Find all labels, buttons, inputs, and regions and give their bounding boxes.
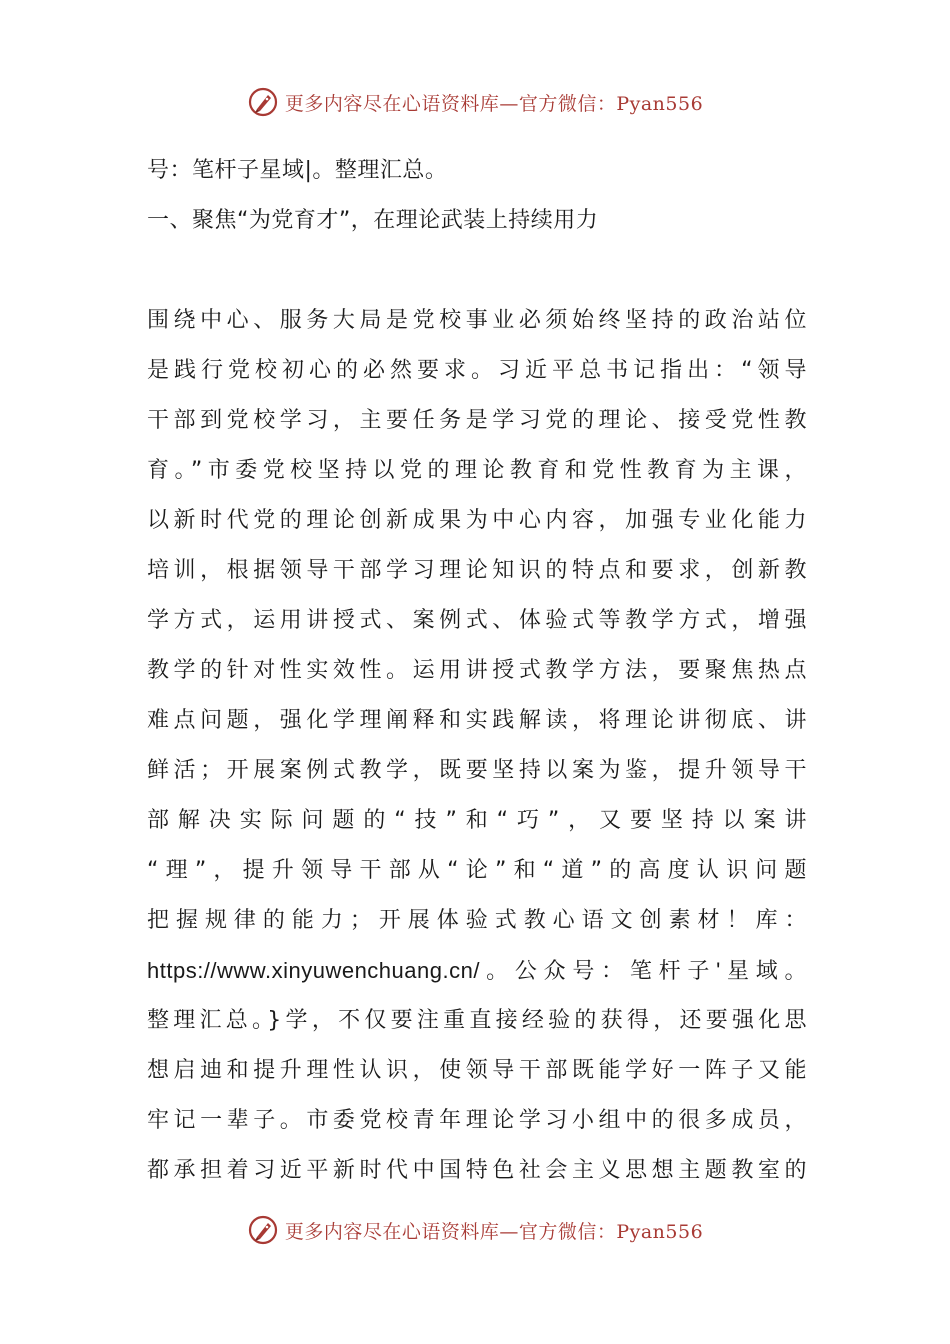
- pen-nib-logo-icon: [247, 1214, 279, 1246]
- paragraph-line: 是践行党校初心的必然要求。习近平总书记指出：“领导: [147, 358, 807, 383]
- paragraph-line: 学方式，运用讲授式、案例式、体验式等教学方式，增强: [147, 608, 807, 633]
- paragraph-line: 培训，根据领导干部学习理论知识的特点和要求，创新教: [147, 558, 807, 583]
- paragraph-line: “理”，提升领导干部从“论”和“道”的高度认识问题: [147, 858, 807, 883]
- paragraph-line: 育。”市委党校坚持以党的理论教育和党性教育为主课，: [147, 458, 807, 483]
- header-banner-text: 更多内容尽在心语资料库—官方微信：Pyan556: [284, 92, 704, 115]
- paragraph-line: 难点问题，强化学理阐释和实践解读，将理论讲彻底、讲: [147, 708, 807, 733]
- paragraph-line: 教学的针对性实效性。运用讲授式教学方法，要聚焦热点: [147, 658, 807, 683]
- section-heading: 一、聚焦“为党育才”，在理论武装上持续用力: [147, 208, 599, 233]
- paragraph-line: 整理汇总。}学，不仅要注重直接经验的获得，还要强化思: [147, 1008, 807, 1033]
- paragraph-line: 牢记一辈子。市委党校青年理论学习小组中的很多成员，: [147, 1108, 807, 1133]
- paragraph-line: 把握规律的能力；开展体验式教心语文创素材！库：: [147, 908, 807, 933]
- paragraph-line: 想启迪和提升理性认识，使领导干部既能学好一阵子又能: [147, 1058, 807, 1083]
- paragraph-line: 部解决实际问题的“技”和“巧”，又要坚持以案讲: [147, 808, 807, 833]
- paragraph-line: 鲜活；开展案例式教学，既要坚持以案为鉴，提升领导干: [147, 758, 807, 783]
- footer-banner-text: 更多内容尽在心语资料库—官方微信：Pyan556: [284, 1220, 704, 1243]
- paragraph-line: 以新时代党的理论创新成果为中心内容，加强专业化能力: [147, 508, 807, 533]
- paragraph-line: 围绕中心、服务大局是党校事业必须始终坚持的政治站位: [147, 308, 807, 333]
- paragraph-line: 都承担着习近平新时代中国特色社会主义思想主题教室的: [147, 1158, 807, 1183]
- paragraph-line: 干部到党校学习，主要任务是学习党的理论、接受党性教: [147, 408, 807, 433]
- footer-banner: [0, 1210, 950, 1250]
- header-banner: [0, 82, 950, 122]
- paragraph-line-url: https://www.xinyuwenchuang.cn/。公众号：笔杆子'星域。: [147, 958, 807, 983]
- pen-nib-logo-icon: [247, 86, 279, 118]
- continuation-line: 号：笔杆子星域|。整理汇总。: [147, 158, 448, 183]
